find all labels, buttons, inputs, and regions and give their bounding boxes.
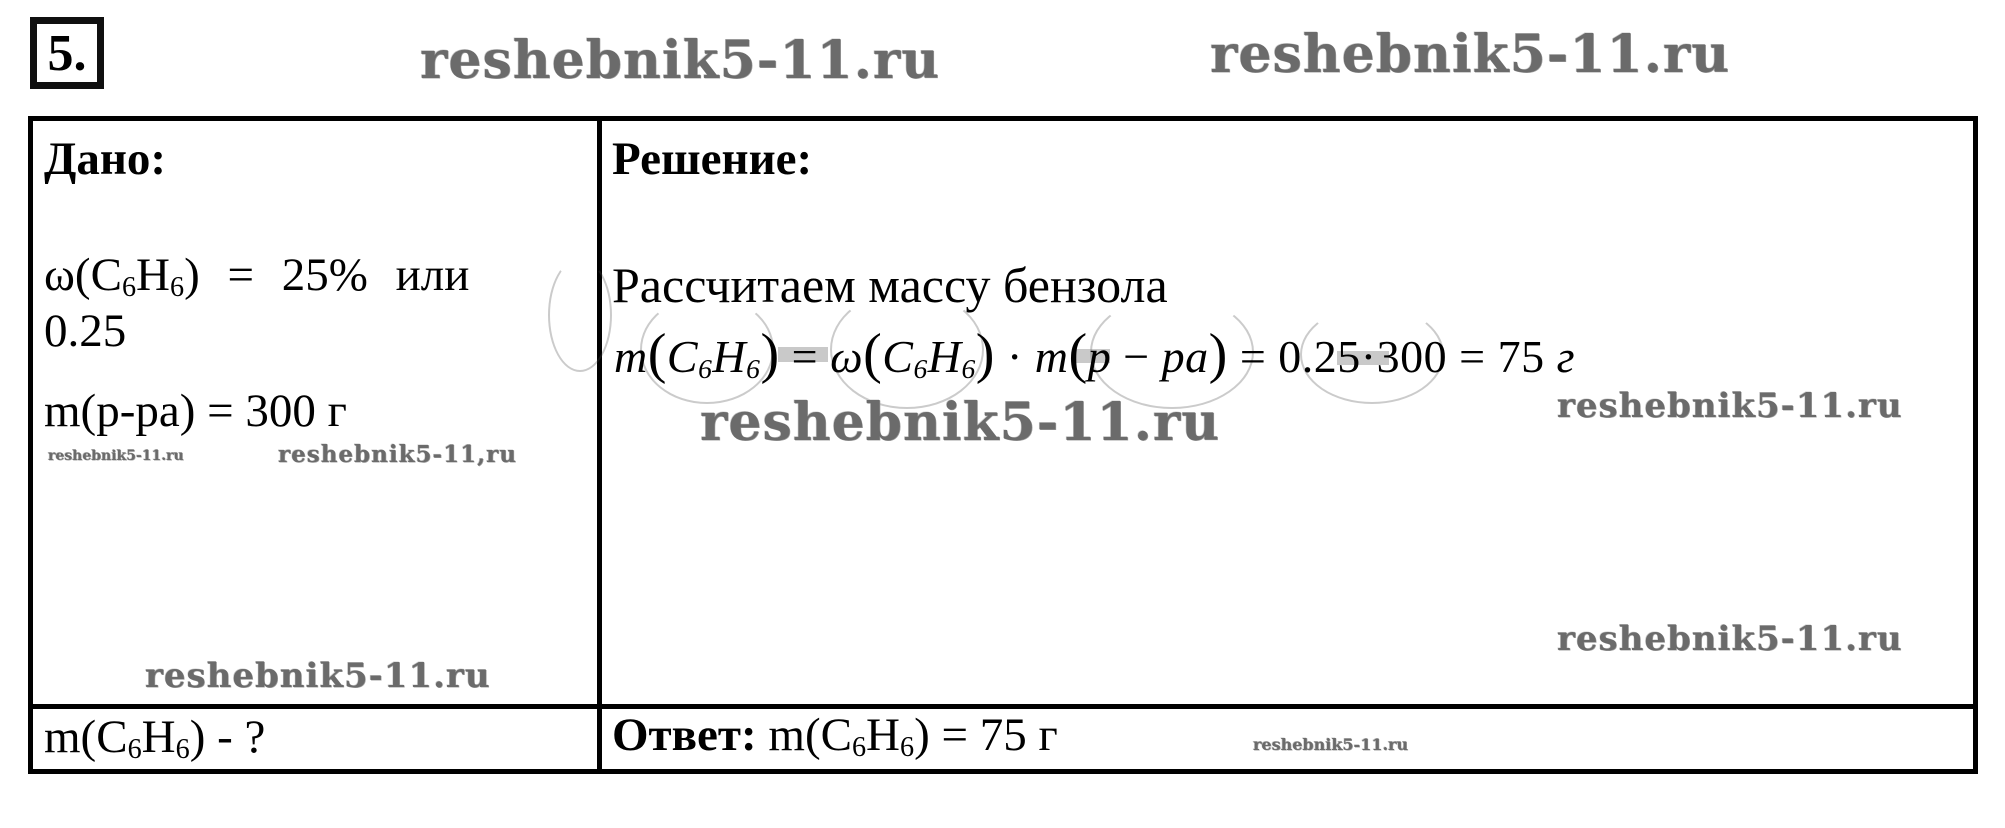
formula-token: · (994, 331, 1035, 382)
formula-token: 75 (1497, 331, 1557, 382)
formula-token: 0.25 (1278, 331, 1361, 382)
formula-token: 6 (169, 272, 185, 304)
watermark-solution-right-lower: reshebnik5-11.ru (1557, 619, 1903, 659)
formula-token: 6 (175, 734, 190, 766)
formula-token: ) (1208, 323, 1228, 385)
formula-token: ( (1068, 323, 1088, 385)
answer-label: Ответ: (612, 709, 769, 761)
formula-token: H (136, 249, 170, 301)
formula-token: ) = 25% или (184, 249, 470, 301)
solution-header: Решение: (612, 133, 813, 185)
formula-token: · (1360, 331, 1377, 382)
watermark-solution-center: reshebnik5-11.ru (700, 392, 1221, 453)
watermark-top-center: reshebnik5-11.ru (420, 30, 941, 91)
given-line-omega (44, 248, 469, 304)
given-header: Дано: (44, 133, 167, 185)
solution-formula (614, 322, 1575, 386)
formula-token: ω(C (44, 249, 122, 301)
formula-token: ( (647, 323, 667, 385)
formula-token: = (779, 331, 831, 382)
given-line-fraction: 0.25 (44, 305, 127, 357)
formula-token: m(C (44, 711, 128, 763)
watermark-given-medium: reshebnik5-11,ru (278, 441, 517, 468)
formula-token: p (1087, 331, 1112, 382)
formula-token: ) - ? (189, 711, 266, 763)
formula-token: H (927, 331, 962, 382)
watermark-top-right: reshebnik5-11.ru (1210, 24, 1731, 85)
formula-token: H (712, 331, 747, 382)
formula-token: = (1227, 331, 1279, 382)
formula-token: H (866, 709, 900, 761)
formula-token: H (141, 711, 176, 763)
formula-token: pa (1161, 331, 1209, 382)
given-line-solution-mass: m(p-pa) = 300 г (44, 385, 347, 437)
formula-token: 6 (851, 732, 867, 764)
formula-token: 6 (127, 734, 142, 766)
watermark-answer-small: reshebnik5-11.ru (1253, 735, 1409, 754)
watermark-solution-right-upper: reshebnik5-11.ru (1557, 386, 1903, 426)
watermark-given-tiny: reshebnik5-11.ru (48, 448, 184, 464)
formula-token: ) (975, 323, 995, 385)
problem-number-box (30, 17, 104, 89)
formula-token: C (882, 331, 914, 382)
formula-token: 6 (121, 272, 137, 304)
watermark-given-bottom: reshebnik5-11.ru (145, 656, 491, 696)
answer-line (612, 708, 1058, 764)
problem-number: 5. (47, 24, 87, 82)
formula-token: 6 (900, 732, 915, 764)
formula-token: ( (863, 323, 883, 385)
formula-token: г (1556, 331, 1576, 382)
formula-token: 6 (913, 353, 928, 385)
formula-token: m(C (768, 709, 852, 761)
formula-token: 300 (1376, 331, 1448, 382)
formula-token: ω (830, 331, 864, 382)
watermark-artifact-arc (548, 258, 612, 372)
formula-token: 6 (698, 353, 713, 385)
formula-token: m (1034, 331, 1069, 382)
question-line (44, 710, 265, 766)
formula-token: 6 (961, 353, 976, 385)
formula-token: C (666, 331, 699, 382)
formula-token: ) (760, 323, 780, 385)
formula-token: ) = 75 г (914, 709, 1058, 761)
formula-token: m (614, 331, 648, 382)
column-divider (597, 121, 602, 769)
solution-step-text: Рассчитаем массу бензола (612, 257, 1168, 313)
formula-token: 6 (746, 353, 761, 385)
formula-token: = (1447, 331, 1498, 382)
formula-token: − (1111, 331, 1162, 382)
answer-value (768, 709, 1058, 764)
